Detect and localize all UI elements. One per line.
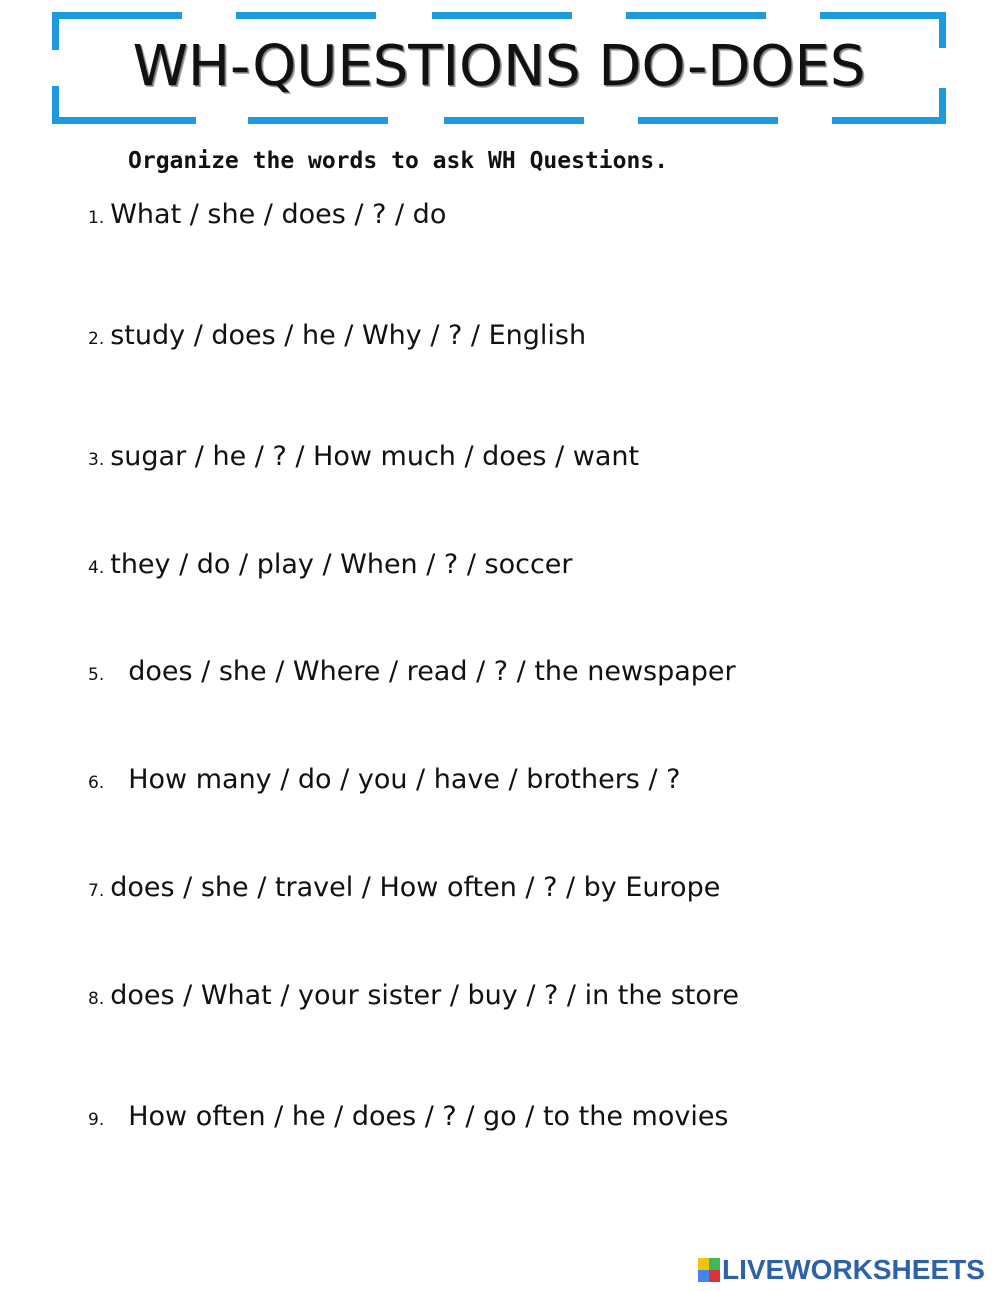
question-text: does / she / travel / How often / ? / by Europe [110,872,721,903]
question-3 [88,438,639,479]
question-6 [88,761,680,802]
instructions: Organize the words to ask WH Questions. [128,148,669,174]
question-2 [88,317,586,358]
question-number: 8. [88,989,105,1009]
question-7 [88,869,720,910]
question-number: 5. [88,665,105,685]
liveworksheets-logo-icon [698,1258,720,1282]
question-5 [88,653,736,694]
liveworksheets-brand [698,1252,985,1288]
title-frame [52,12,946,124]
brand-name: LIVEWORKSHEETS [722,1254,985,1285]
question-text: What / she / does / ? / do [110,199,447,230]
question-number: 1. [88,208,105,228]
question-text: does / What / your sister / buy / ? / in the store [110,980,739,1011]
question-1 [88,196,446,237]
question-text: study / does / he / Why / ? / English [110,320,587,351]
worksheet-title: WH-QUESTIONS DO-DOES [132,34,866,99]
question-8 [88,977,739,1018]
question-number: 7. [88,881,105,901]
question-text: they / do / play / When / ? / soccer [110,549,573,580]
question-number: 6. [88,773,105,793]
question-number: 2. [88,329,105,349]
question-number: 9. [88,1110,105,1130]
question-text: How many / do / you / have / brothers / ? [128,764,681,795]
question-text: How often / he / does / ? / go / to the movies [128,1101,729,1132]
question-number: 4. [88,558,105,578]
question-text: sugar / he / ? / How much / does / want [110,441,640,472]
question-9 [88,1098,729,1139]
question-4 [88,546,573,587]
question-number: 3. [88,450,105,470]
question-text: does / she / Where / read / ? / the newspaper [128,656,736,687]
